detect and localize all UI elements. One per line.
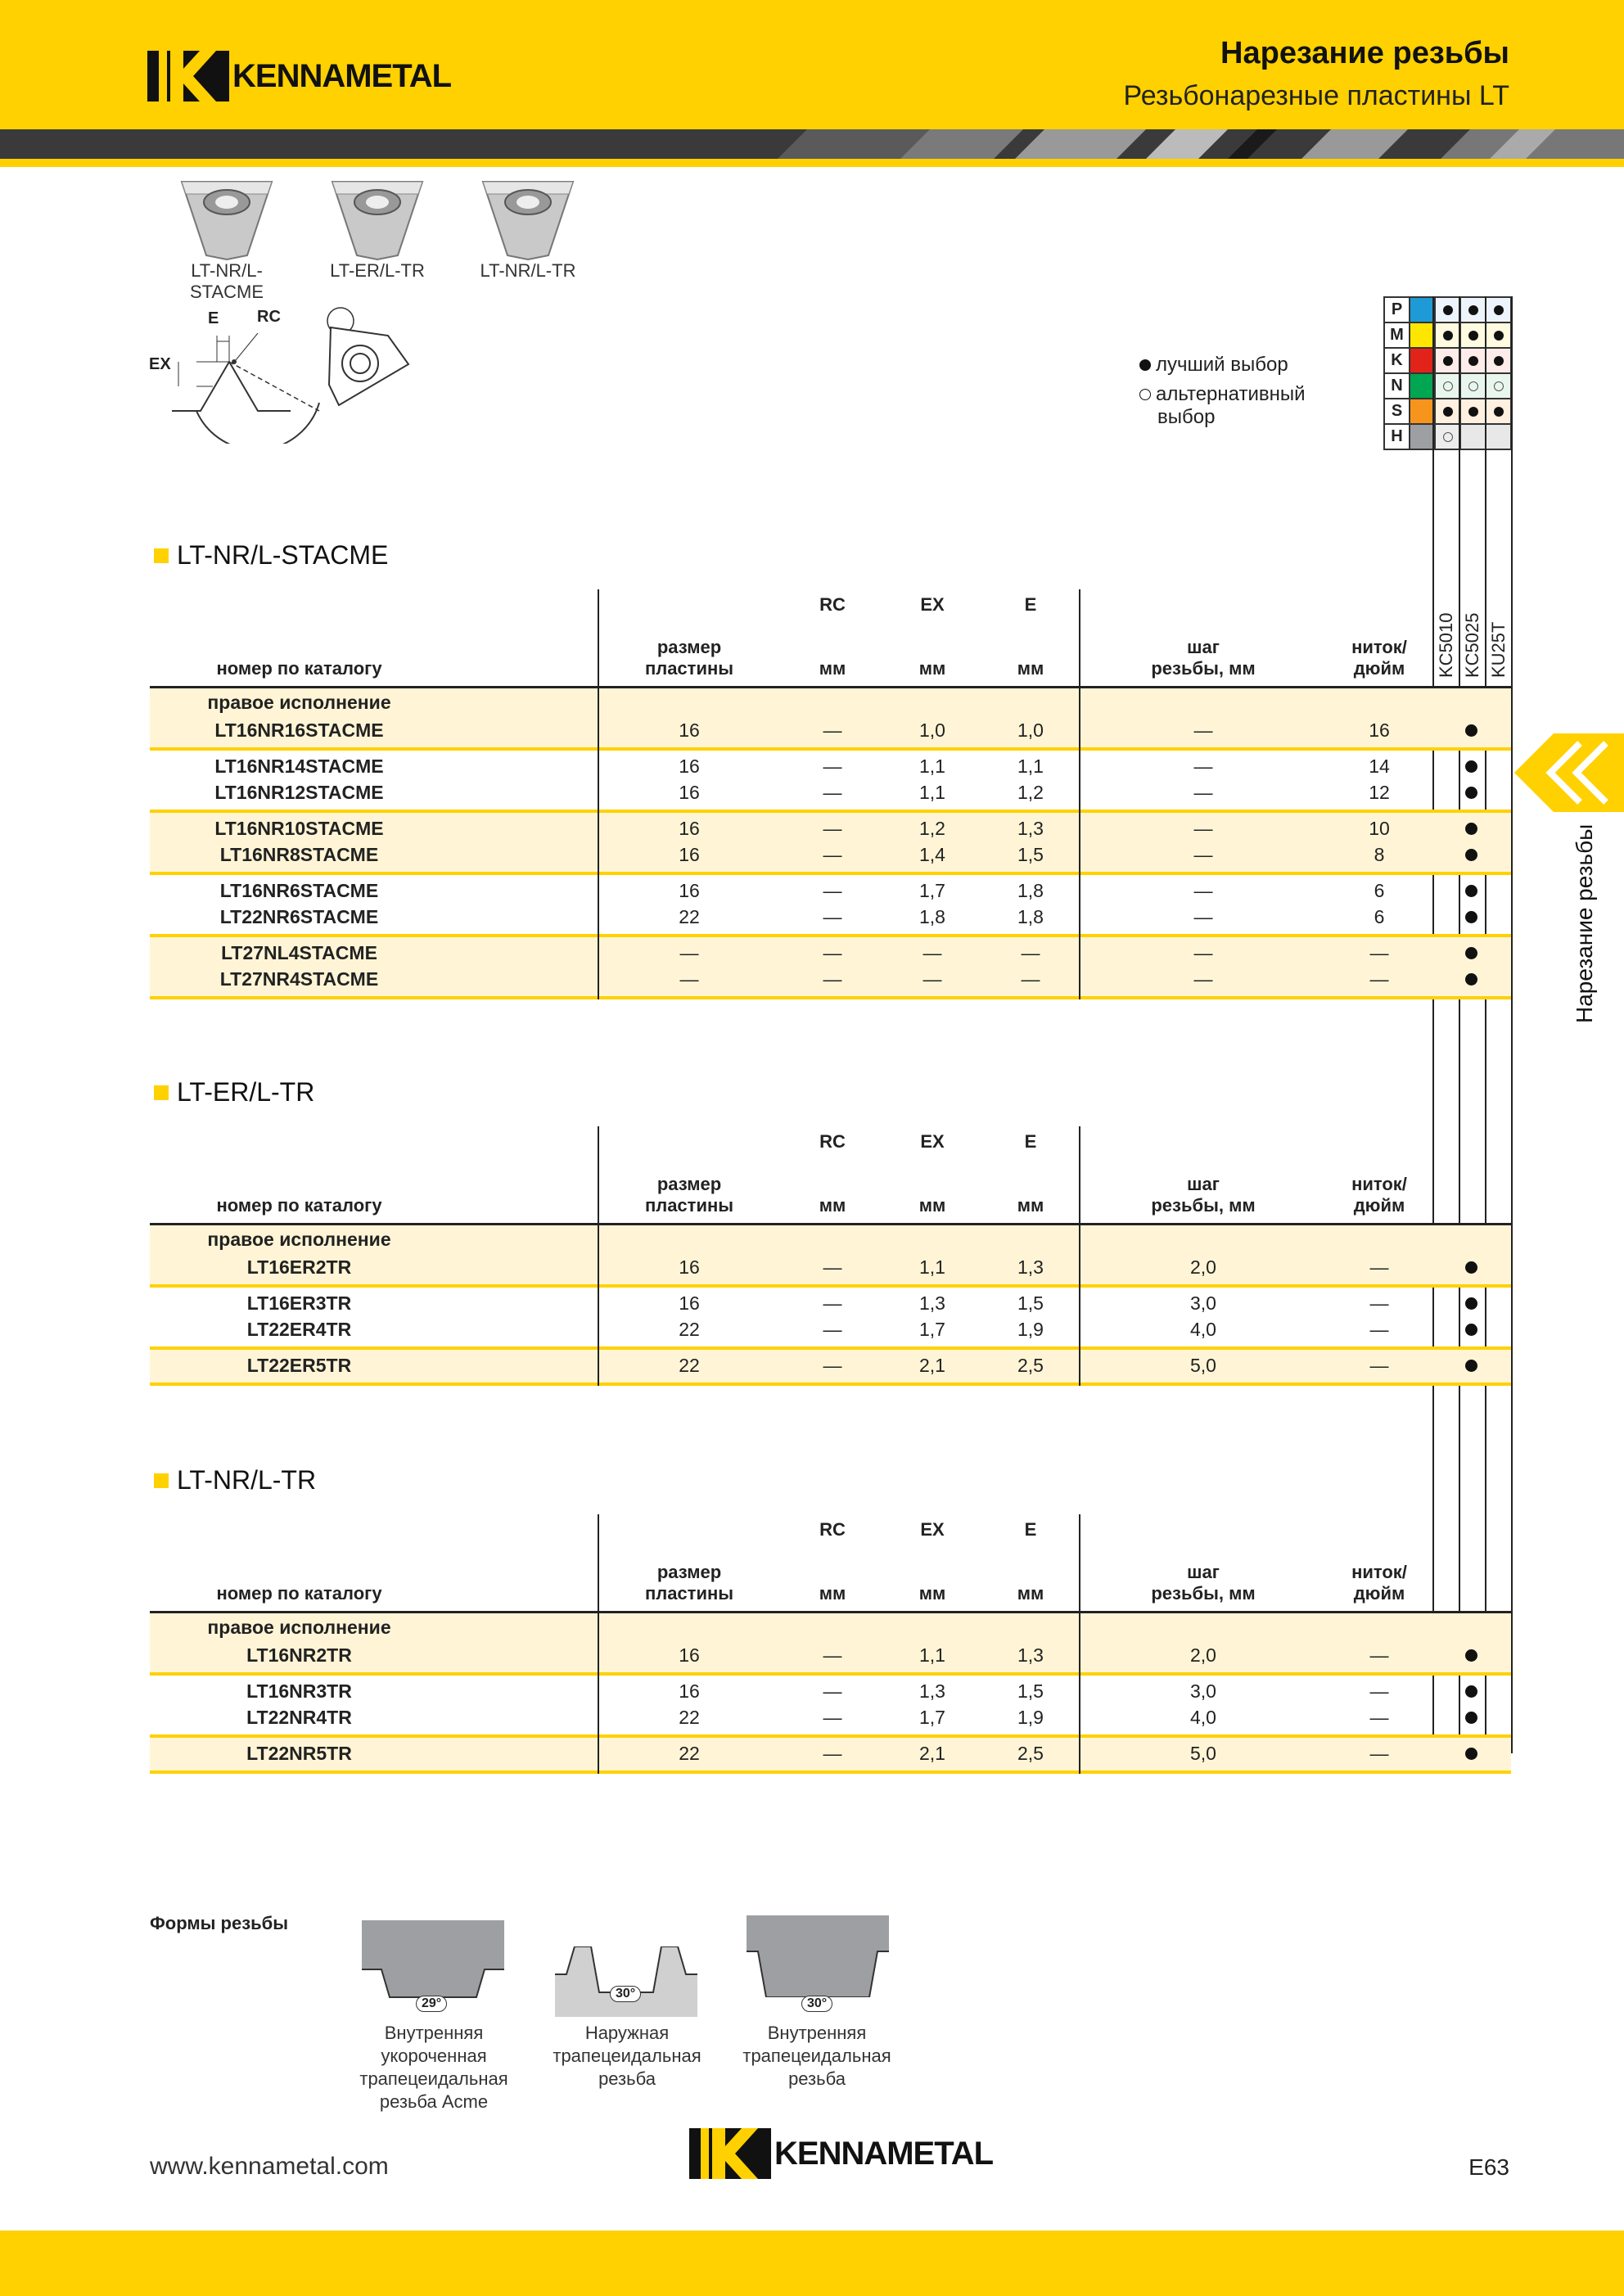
col-header-unit: мм bbox=[918, 1195, 946, 1216]
col-header-unit: мм bbox=[1017, 1195, 1044, 1216]
insert-caption: LT-ER/L-TR bbox=[330, 260, 425, 281]
row-separator bbox=[150, 1284, 1511, 1288]
row-separator bbox=[150, 747, 1511, 751]
row-separator bbox=[150, 1383, 1511, 1386]
cell-e: 2,5 bbox=[1017, 1743, 1044, 1764]
material-letter: M bbox=[1384, 323, 1410, 348]
filled-dot-icon bbox=[1465, 1712, 1477, 1724]
filled-dot-icon bbox=[1465, 849, 1477, 861]
legend-best: лучший выбор bbox=[1139, 354, 1288, 377]
cell-tpi: — bbox=[1369, 1743, 1389, 1764]
cell-ex: 1,7 bbox=[919, 1707, 945, 1728]
cell-e: 1,3 bbox=[1017, 818, 1044, 839]
material-letter: K bbox=[1384, 348, 1410, 373]
filled-dot-icon bbox=[1465, 1360, 1477, 1372]
col-header-pitch: шаг bbox=[1187, 637, 1220, 657]
material-grid bbox=[1383, 296, 1512, 450]
cell-ex: 2,1 bbox=[919, 1743, 945, 1764]
row-separator bbox=[150, 996, 1511, 999]
cell-rc: — bbox=[823, 942, 842, 963]
cell-ex: 1,3 bbox=[919, 1680, 945, 1702]
cell-rc: — bbox=[823, 968, 842, 990]
cell-size: 16 bbox=[679, 719, 700, 741]
open-dot-icon bbox=[1486, 373, 1511, 399]
cell-ex: 1,7 bbox=[919, 1319, 945, 1340]
diagram-label-rc: RC bbox=[257, 308, 281, 326]
open-dot-icon bbox=[1435, 424, 1460, 449]
right-hand-label: правое исполнение bbox=[207, 1617, 391, 1638]
thread-form-caption: Внутренняя укороченная трапецеидальная резьба Acme bbox=[359, 2023, 508, 2112]
cell-size: 16 bbox=[679, 818, 700, 839]
right-hand-label: правое исполнение bbox=[207, 692, 391, 713]
col-header-rc: RC bbox=[819, 1131, 846, 1152]
material-color-swatch bbox=[1410, 348, 1435, 373]
col-header-unit: мм bbox=[1017, 1583, 1044, 1604]
cell-pitch: 3,0 bbox=[1190, 1292, 1216, 1314]
column-divider bbox=[1079, 1126, 1080, 1386]
cell-e: 2,5 bbox=[1017, 1355, 1044, 1376]
filled-dot-icon bbox=[1460, 348, 1486, 373]
col-header-rc: RC bbox=[819, 1519, 846, 1540]
cell-ex: 1,0 bbox=[919, 719, 945, 741]
filled-dot-icon bbox=[1486, 399, 1511, 424]
section-marker bbox=[154, 548, 169, 563]
column-divider bbox=[598, 1126, 599, 1386]
page-title: Нарезание резьбы bbox=[1220, 36, 1509, 70]
cell-rc: — bbox=[823, 1319, 842, 1340]
col-header-pitch: резьбы, мм bbox=[1151, 1583, 1256, 1604]
catalog-number: LT22NR6STACME bbox=[219, 906, 379, 927]
cell-pitch: — bbox=[1193, 756, 1213, 777]
cell-ex: 1,7 bbox=[919, 880, 945, 901]
cell-rc: — bbox=[823, 818, 842, 839]
cell-pitch: 5,0 bbox=[1190, 1743, 1216, 1764]
col-header-ex: EX bbox=[920, 1519, 945, 1540]
cell-rc: — bbox=[823, 1292, 842, 1314]
cell-pitch: — bbox=[1193, 818, 1213, 839]
cell-e: 1,8 bbox=[1017, 906, 1044, 927]
col-header-tpi: ниток/ bbox=[1351, 1562, 1407, 1582]
cell-e: 1,0 bbox=[1017, 719, 1044, 741]
footer-logo bbox=[689, 2128, 993, 2179]
cell-e: 1,3 bbox=[1017, 1644, 1044, 1666]
col-header-size: размер bbox=[656, 1562, 722, 1582]
grade-divider bbox=[1432, 296, 1434, 1753]
cell-size: 16 bbox=[679, 1680, 700, 1702]
cell-size: 16 bbox=[679, 880, 700, 901]
catalog-number: LT16NR14STACME bbox=[214, 756, 384, 777]
col-header-pitch: резьбы, мм bbox=[1151, 1195, 1256, 1216]
kennametal-logo-icon bbox=[147, 51, 229, 101]
material-row bbox=[1384, 399, 1511, 424]
thread-form-internal-trapezoidal-icon bbox=[747, 1915, 889, 1997]
page-subtitle: Резьбонарезные пластины LT bbox=[1123, 80, 1509, 111]
grade-divider bbox=[1459, 296, 1460, 1753]
col-header-catalog: номер по каталогу bbox=[216, 1195, 382, 1216]
grade-header: KC5025 bbox=[1462, 612, 1482, 678]
cell-rc: — bbox=[823, 844, 842, 865]
catalog-number: LT16NR6STACME bbox=[219, 880, 379, 901]
filled-dot-icon bbox=[1435, 348, 1460, 373]
filled-dot-icon bbox=[1465, 1261, 1477, 1274]
grade-divider bbox=[1485, 296, 1486, 1753]
catalog-number: LT16NR10STACME bbox=[214, 818, 384, 839]
material-row bbox=[1384, 297, 1511, 323]
material-row bbox=[1384, 348, 1511, 373]
footer-bar bbox=[0, 2231, 1624, 2296]
col-header-pitch: шаг bbox=[1187, 1174, 1220, 1194]
filled-dot-icon bbox=[1465, 1324, 1477, 1336]
cell-pitch: 2,0 bbox=[1190, 1644, 1216, 1666]
insert-er-tr-icon bbox=[324, 174, 431, 264]
cell-tpi: 6 bbox=[1374, 906, 1385, 927]
open-dot-icon bbox=[1139, 389, 1151, 400]
col-header-catalog: номер по каталогу bbox=[216, 1583, 382, 1604]
filled-dot-icon bbox=[1486, 297, 1511, 323]
filled-dot-icon bbox=[1465, 911, 1477, 923]
cell-ex: 1,2 bbox=[919, 818, 945, 839]
row-separator bbox=[150, 1672, 1511, 1676]
material-color-swatch bbox=[1410, 323, 1435, 348]
section-title bbox=[154, 1077, 314, 1107]
cell-size: 22 bbox=[679, 906, 700, 927]
catalog-number: LT16NR2TR bbox=[246, 1644, 352, 1666]
filled-dot-icon bbox=[1465, 1297, 1477, 1310]
cell-rc: — bbox=[823, 719, 842, 741]
cell-e: 1,2 bbox=[1017, 782, 1044, 803]
cell-size: 16 bbox=[679, 1644, 700, 1666]
section-title-text: LT-NR/L-STACME bbox=[177, 540, 389, 570]
filled-dot-icon bbox=[1486, 348, 1511, 373]
catalog-number: LT16NR3TR bbox=[246, 1680, 352, 1702]
cell-size: 22 bbox=[679, 1319, 700, 1340]
cell-tpi: — bbox=[1369, 942, 1389, 963]
column-divider bbox=[1079, 589, 1080, 999]
col-header-tpi: ниток/ bbox=[1351, 637, 1407, 657]
catalog-number: LT16NR12STACME bbox=[214, 782, 384, 803]
col-header-unit: мм bbox=[819, 1195, 846, 1216]
insert-stacme-icon bbox=[174, 174, 280, 264]
thread-form-caption: Внутренняя трапецеидальная резьба bbox=[742, 2023, 891, 2089]
cell-rc: — bbox=[823, 1743, 842, 1764]
insert-caption: LT-NR/L- STACME bbox=[189, 260, 264, 302]
diagram-label-e: E bbox=[208, 309, 219, 327]
cell-ex: 1,1 bbox=[919, 782, 945, 803]
cell-tpi: 16 bbox=[1369, 719, 1390, 741]
insert-nr-tr-icon bbox=[475, 174, 581, 264]
header-rule bbox=[0, 159, 1624, 167]
cell-size: 16 bbox=[679, 1256, 700, 1278]
cell-pitch: 3,0 bbox=[1190, 1680, 1216, 1702]
footer-url[interactable]: www.kennametal.com bbox=[150, 2153, 389, 2180]
col-header-size: размер bbox=[656, 1174, 722, 1194]
kennametal-logo-icon bbox=[689, 2128, 771, 2179]
row-separator bbox=[150, 1770, 1511, 1774]
col-header-e: E bbox=[1024, 594, 1037, 615]
cell-e: 1,1 bbox=[1017, 756, 1044, 777]
col-header-unit: мм bbox=[819, 658, 846, 679]
cell-e: 1,5 bbox=[1017, 1292, 1044, 1314]
cell-pitch: 2,0 bbox=[1190, 1256, 1216, 1278]
side-tab-label: Нарезание резьбы bbox=[1572, 823, 1597, 1023]
col-header-size: пластины bbox=[644, 1583, 734, 1604]
cell-rc: — bbox=[823, 1355, 842, 1376]
cell-pitch: — bbox=[1193, 880, 1213, 901]
filled-dot-icon bbox=[1465, 885, 1477, 897]
cell-ex: 1,3 bbox=[919, 1292, 945, 1314]
cell-tpi: 10 bbox=[1369, 818, 1390, 839]
material-letter: S bbox=[1384, 399, 1410, 424]
empty-cell bbox=[1486, 424, 1511, 449]
section-marker bbox=[154, 1473, 169, 1488]
cell-size: 16 bbox=[679, 844, 700, 865]
cell-rc: — bbox=[823, 1707, 842, 1728]
col-header-rc: RC bbox=[819, 594, 846, 615]
legend-alternative: альтернативный выбор bbox=[1139, 383, 1306, 429]
cell-size: 16 bbox=[679, 1292, 700, 1314]
catalog-number: LT22NR5TR bbox=[246, 1743, 352, 1764]
col-header-ex: EX bbox=[920, 594, 945, 615]
cell-e: 1,8 bbox=[1017, 880, 1044, 901]
filled-dot-icon bbox=[1460, 323, 1486, 348]
filled-dot-icon bbox=[1435, 297, 1460, 323]
filled-dot-icon bbox=[1465, 787, 1477, 799]
cell-ex: 1,1 bbox=[919, 756, 945, 777]
cell-pitch: 4,0 bbox=[1190, 1319, 1216, 1340]
col-header-tpi: дюйм bbox=[1353, 1583, 1405, 1604]
material-row bbox=[1384, 323, 1511, 348]
cell-size: 22 bbox=[679, 1707, 700, 1728]
catalog-number: LT22ER4TR bbox=[246, 1319, 352, 1340]
cell-e: — bbox=[1021, 942, 1040, 963]
cell-tpi: — bbox=[1369, 968, 1389, 990]
cell-tpi: — bbox=[1369, 1319, 1389, 1340]
cell-e: 1,5 bbox=[1017, 844, 1044, 865]
cell-tpi: 8 bbox=[1374, 844, 1385, 865]
cell-ex: — bbox=[923, 942, 942, 963]
brand-name: KENNAMETAL bbox=[232, 57, 452, 94]
filled-dot-icon bbox=[1465, 1748, 1477, 1760]
cell-tpi: — bbox=[1369, 1680, 1389, 1702]
col-header-tpi: дюйм bbox=[1353, 1195, 1405, 1216]
col-header-ex: EX bbox=[920, 1131, 945, 1152]
cell-e: 1,9 bbox=[1017, 1707, 1044, 1728]
angle-label: 30° bbox=[610, 1986, 641, 2002]
material-row bbox=[1384, 373, 1511, 399]
section-marker bbox=[154, 1085, 169, 1100]
filled-dot-icon bbox=[1460, 297, 1486, 323]
cell-pitch: — bbox=[1193, 844, 1213, 865]
material-letter: P bbox=[1384, 297, 1410, 323]
right-hand-label: правое исполнение bbox=[207, 1229, 391, 1250]
cell-ex: 1,4 bbox=[919, 844, 945, 865]
filled-dot-icon bbox=[1465, 973, 1477, 986]
filled-dot-icon bbox=[1465, 1649, 1477, 1662]
cell-size: 22 bbox=[679, 1355, 700, 1376]
angle-label: 29° bbox=[416, 1996, 447, 2012]
material-color-swatch bbox=[1410, 297, 1435, 323]
section-title bbox=[154, 1465, 316, 1495]
cell-tpi: 12 bbox=[1369, 782, 1390, 803]
grade-header: KC5010 bbox=[1436, 612, 1456, 678]
cell-pitch: — bbox=[1193, 906, 1213, 927]
cell-tpi: — bbox=[1369, 1355, 1389, 1376]
grade-divider bbox=[1511, 296, 1513, 1753]
column-divider bbox=[598, 1514, 599, 1774]
insert-top-view-icon bbox=[323, 303, 413, 409]
section-title bbox=[154, 540, 388, 571]
diagram-label-ex: EX bbox=[149, 355, 171, 373]
brand-name: KENNAMETAL bbox=[774, 2135, 994, 2172]
col-header-unit: мм bbox=[819, 1583, 846, 1604]
cell-tpi: 14 bbox=[1369, 756, 1390, 777]
col-header-pitch: резьбы, мм bbox=[1151, 658, 1256, 679]
cell-e: 1,5 bbox=[1017, 1680, 1044, 1702]
header-logo bbox=[147, 51, 451, 101]
cell-rc: — bbox=[823, 756, 842, 777]
col-header-pitch: шаг bbox=[1187, 1562, 1220, 1582]
filled-dot-icon bbox=[1139, 359, 1151, 371]
side-tab bbox=[1514, 733, 1624, 812]
cell-ex: 2,1 bbox=[919, 1355, 945, 1376]
cell-tpi: — bbox=[1369, 1292, 1389, 1314]
catalog-number: LT16NR16STACME bbox=[214, 719, 384, 741]
cell-ex: — bbox=[923, 968, 942, 990]
cell-rc: — bbox=[823, 1680, 842, 1702]
cell-e: — bbox=[1021, 968, 1040, 990]
header-stripe bbox=[0, 129, 1624, 159]
filled-dot-icon bbox=[1465, 760, 1477, 773]
cell-pitch: — bbox=[1193, 719, 1213, 741]
col-header-unit: мм bbox=[1017, 658, 1044, 679]
cell-rc: — bbox=[823, 880, 842, 901]
cell-size: 16 bbox=[679, 782, 700, 803]
col-header-size: пластины bbox=[644, 658, 734, 679]
col-header-catalog: номер по каталогу bbox=[216, 658, 382, 679]
col-header-size: пластины bbox=[644, 1195, 734, 1216]
cell-rc: — bbox=[823, 1256, 842, 1278]
cell-pitch: — bbox=[1193, 968, 1213, 990]
col-header-unit: мм bbox=[918, 658, 946, 679]
filled-dot-icon bbox=[1460, 399, 1486, 424]
catalog-number: LT22ER5TR bbox=[246, 1355, 352, 1376]
material-row bbox=[1384, 424, 1511, 449]
filled-dot-icon bbox=[1465, 1685, 1477, 1698]
col-header-e: E bbox=[1024, 1131, 1037, 1152]
cell-pitch: — bbox=[1193, 942, 1213, 963]
open-dot-icon bbox=[1435, 373, 1460, 399]
cell-ex: 1,1 bbox=[919, 1256, 945, 1278]
thread-form-caption: Наружная трапецеидальная резьба bbox=[553, 2023, 701, 2089]
filled-dot-icon bbox=[1435, 323, 1460, 348]
col-header-size: размер bbox=[656, 637, 722, 657]
open-dot-icon bbox=[1460, 373, 1486, 399]
cell-e: 1,3 bbox=[1017, 1256, 1044, 1278]
cell-size: 22 bbox=[679, 1743, 700, 1764]
filled-dot-icon bbox=[1465, 724, 1477, 737]
thread-form-internal-stub-acme-icon bbox=[362, 1920, 504, 1999]
catalog-number: LT27NL4STACME bbox=[221, 942, 377, 963]
filled-dot-icon bbox=[1465, 947, 1477, 959]
cell-tpi: — bbox=[1369, 1256, 1389, 1278]
filled-dot-icon bbox=[1486, 323, 1511, 348]
thread-forms-title: Формы резьбы bbox=[150, 1913, 289, 1933]
row-separator bbox=[150, 872, 1511, 875]
empty-cell bbox=[1460, 424, 1486, 449]
col-header-tpi: ниток/ bbox=[1351, 1174, 1407, 1194]
material-color-swatch bbox=[1410, 399, 1435, 424]
catalog-number: LT16ER3TR bbox=[246, 1292, 352, 1314]
cell-tpi: — bbox=[1369, 1644, 1389, 1666]
cell-rc: — bbox=[823, 782, 842, 803]
cell-tpi: — bbox=[1369, 1707, 1389, 1728]
cell-size: 16 bbox=[679, 756, 700, 777]
insert-caption: LT-NR/L-TR bbox=[480, 260, 576, 281]
cell-ex: 1,1 bbox=[919, 1644, 945, 1666]
filled-dot-icon bbox=[1465, 823, 1477, 835]
material-letter: H bbox=[1384, 424, 1410, 449]
cell-ex: 1,8 bbox=[919, 906, 945, 927]
grade-header: KU25T bbox=[1488, 621, 1509, 678]
page-number: E63 bbox=[1468, 2154, 1509, 2180]
cell-pitch: 4,0 bbox=[1190, 1707, 1216, 1728]
material-letter: N bbox=[1384, 373, 1410, 399]
catalog-number: LT16NR8STACME bbox=[219, 844, 379, 865]
material-color-swatch bbox=[1410, 424, 1435, 449]
cell-size: — bbox=[679, 968, 699, 990]
section-title-text: LT-NR/L-TR bbox=[177, 1465, 317, 1495]
cell-rc: — bbox=[823, 906, 842, 927]
col-header-tpi: дюйм bbox=[1353, 658, 1405, 679]
catalog-number: LT22NR4TR bbox=[246, 1707, 352, 1728]
filled-dot-icon bbox=[1435, 399, 1460, 424]
section-title-text: LT-ER/L-TR bbox=[177, 1077, 315, 1107]
angle-label: 30° bbox=[801, 1996, 832, 2012]
cell-pitch: 5,0 bbox=[1190, 1355, 1216, 1376]
cell-pitch: — bbox=[1193, 782, 1213, 803]
catalog-number: LT27NR4STACME bbox=[219, 968, 379, 990]
column-divider bbox=[1079, 1514, 1080, 1774]
cell-e: 1,9 bbox=[1017, 1319, 1044, 1340]
thread-form-external-trapezoidal-icon bbox=[555, 1946, 697, 2017]
profile-diagram bbox=[147, 304, 327, 444]
catalog-number: LT16ER2TR bbox=[246, 1256, 352, 1278]
material-color-swatch bbox=[1410, 373, 1435, 399]
column-divider bbox=[598, 589, 599, 999]
col-header-unit: мм bbox=[918, 1583, 946, 1604]
cell-tpi: 6 bbox=[1374, 880, 1385, 901]
cell-size: — bbox=[679, 942, 699, 963]
cell-rc: — bbox=[823, 1644, 842, 1666]
col-header-e: E bbox=[1024, 1519, 1037, 1540]
